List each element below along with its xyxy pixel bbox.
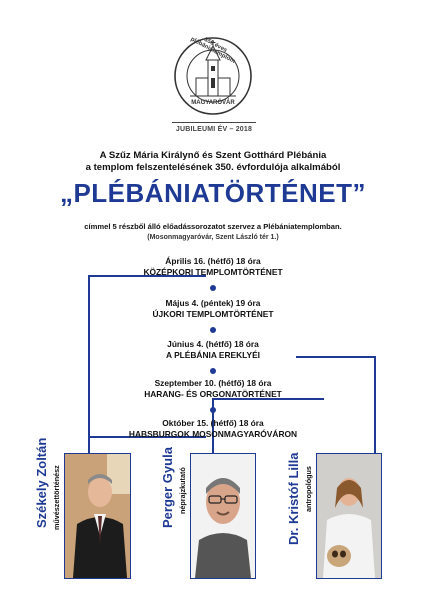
speaker-1-portrait <box>65 454 130 578</box>
event-2 <box>80 298 346 320</box>
event-4-date: Szeptember 10. (hétfő) 18 óra <box>154 378 272 388</box>
right-connector-vertical <box>374 356 376 453</box>
subtitle-address: (Mosonmagyaróvár, Szent László tér 1.) <box>147 234 279 241</box>
speaker-3-photo <box>316 453 382 579</box>
event-1-topic: KÖZÉPKORI TEMPLOMTÖRTÉNET <box>143 267 283 277</box>
main-title: „PLÉBÁNIATÖRTÉNET” <box>59 178 367 208</box>
logo-divider <box>172 122 256 123</box>
speaker-1-name: Székely Zoltán <box>34 437 49 528</box>
event-5-topic: HABSBURGOK MOSONMAGYARÓVÁRON <box>128 429 298 439</box>
event-2-topic: ÚJKORI TEMPLOMTÖRTÉNET <box>152 309 274 319</box>
event-5 <box>80 418 346 440</box>
logo-bottom-text: MAGYARÓVÁR <box>191 100 235 106</box>
event-3 <box>80 339 346 361</box>
event-separator-dot <box>210 407 216 413</box>
event-3-topic: A PLÉBÁNIA EREKLYÉI <box>166 350 260 360</box>
jubilee-caption: JUBILEUMI ÉV – 2018 <box>175 126 253 133</box>
subtitle-line-1: címmel 5 részből álló előadássorozatot szervez a Plébániatemplomban. <box>84 222 342 231</box>
speaker-3-name: Dr. Kristóf Lilla <box>286 452 301 545</box>
speaker-3-portrait <box>317 454 381 578</box>
speaker-2-name: Perger Gyula <box>160 447 175 528</box>
event-separator-dot <box>210 327 216 333</box>
speaker-3-role: antropológus <box>304 466 313 512</box>
speaker-2-portrait <box>191 454 255 578</box>
event-4 <box>80 378 346 400</box>
event-separator-dot <box>210 285 216 291</box>
event-3-date: Június 4. (hétfő) 18 óra <box>167 339 259 349</box>
event-separator-dot <box>210 368 216 374</box>
speaker-2-photo <box>190 453 256 579</box>
intro-line-2: a templom felszentelésének 350. évfordulója alkalmából <box>85 162 341 173</box>
event-5-date: Október 15. (hétfő) 18 óra <box>162 418 264 428</box>
logo-ring-text: 350 éves plébániatemplom <box>189 36 236 65</box>
event-1 <box>80 256 346 278</box>
intro-line-1: A Szűz Mária Királynő és Szent Gotthárd Plébánia <box>99 150 327 161</box>
event-1-date: Április 16. (hétfő) 18 óra <box>165 256 261 266</box>
speaker-2-role: néprajzkutató <box>178 467 187 514</box>
speaker-1-role: művészettörténész <box>52 465 61 530</box>
event-2-date: Május 4. (péntek) 19 óra <box>165 298 261 308</box>
speaker-1-photo <box>64 453 131 579</box>
event-4-topic: HARANG- ÉS ORGONATÖRTÉNET <box>144 389 282 399</box>
